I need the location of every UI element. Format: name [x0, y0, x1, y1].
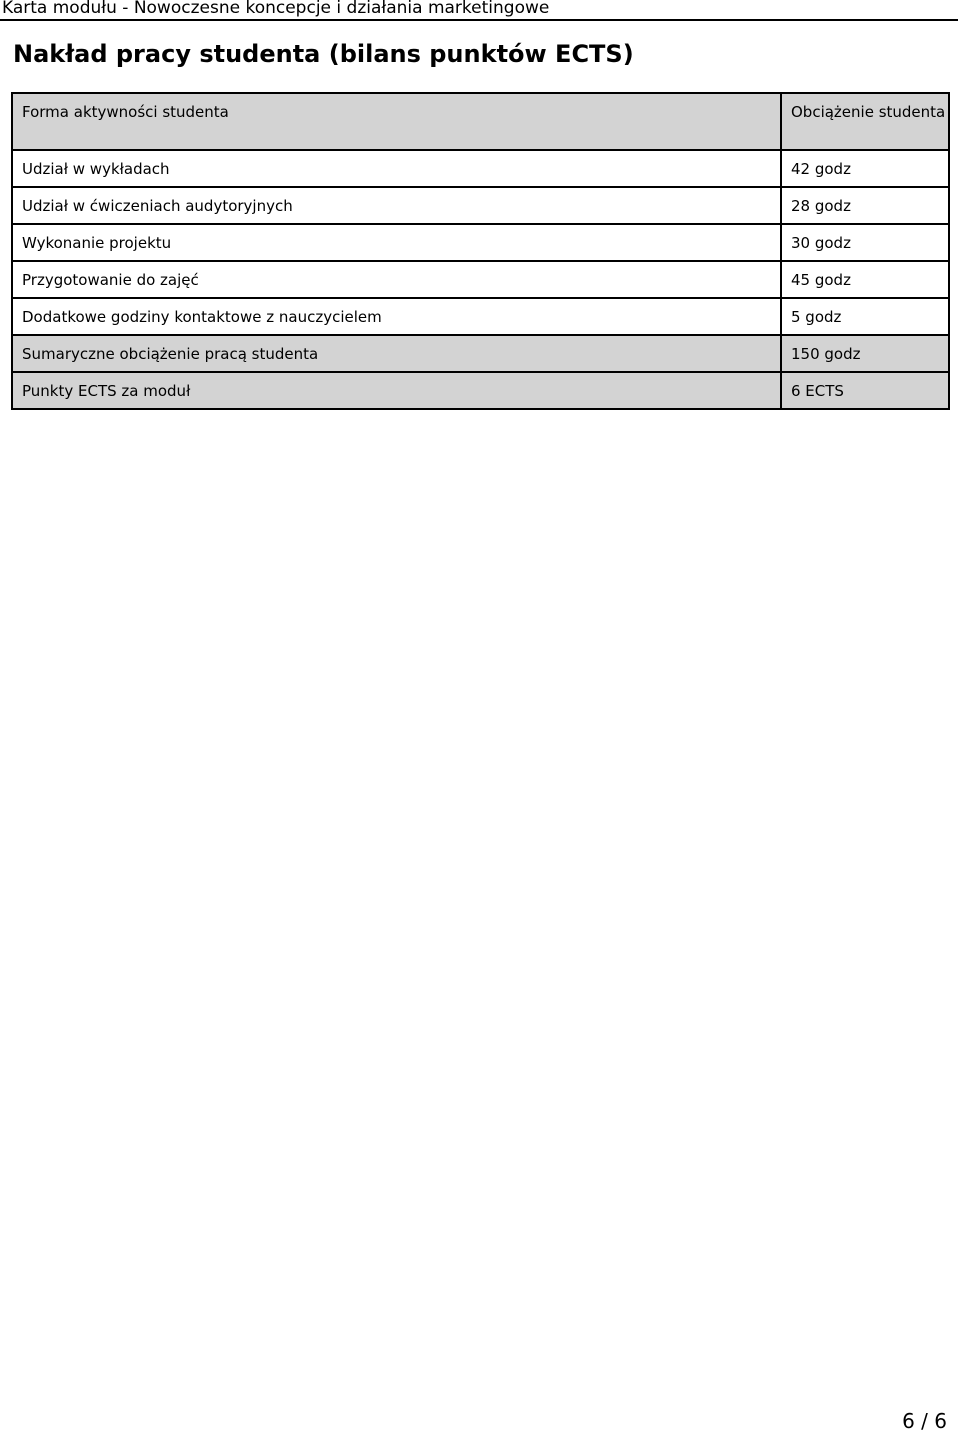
load-cell: 6 ECTS	[781, 372, 949, 409]
load-cell: 5 godz	[781, 298, 949, 335]
load-cell: 30 godz	[781, 224, 949, 261]
load-cell: 150 godz	[781, 335, 949, 372]
activity-cell: Wykonanie projektu	[12, 224, 781, 261]
summary-row	[12, 335, 949, 372]
running-header: Karta modułu - Nowoczesne koncepcje i działania marketingowe	[0, 0, 958, 21]
load-cell: 42 godz	[781, 150, 949, 187]
load-cell: 45 godz	[781, 261, 949, 298]
activity-cell: Przygotowanie do zajęć	[12, 261, 781, 298]
table-row	[12, 224, 949, 261]
activity-cell: Dodatkowe godziny kontaktowe z nauczycielem	[12, 298, 781, 335]
ects-table	[11, 92, 950, 410]
table-header-row	[12, 93, 949, 150]
table-row	[12, 187, 949, 224]
activity-cell: Punkty ECTS za moduł	[12, 372, 781, 409]
page-number: 6 / 6	[902, 1409, 947, 1433]
section-title: Nakład pracy studenta (bilans punktów ECTS)	[13, 40, 634, 68]
table-row	[12, 298, 949, 335]
table-row	[12, 150, 949, 187]
activity-cell: Sumaryczne obciążenie pracą studenta	[12, 335, 781, 372]
ects-points-row	[12, 372, 949, 409]
table-row	[12, 261, 949, 298]
load-cell: 28 godz	[781, 187, 949, 224]
column-header-activity: Forma aktywności studenta	[12, 93, 781, 150]
column-header-load: Obciążenie studenta	[781, 93, 949, 150]
activity-cell: Udział w wykładach	[12, 150, 781, 187]
activity-cell: Udział w ćwiczeniach audytoryjnych	[12, 187, 781, 224]
